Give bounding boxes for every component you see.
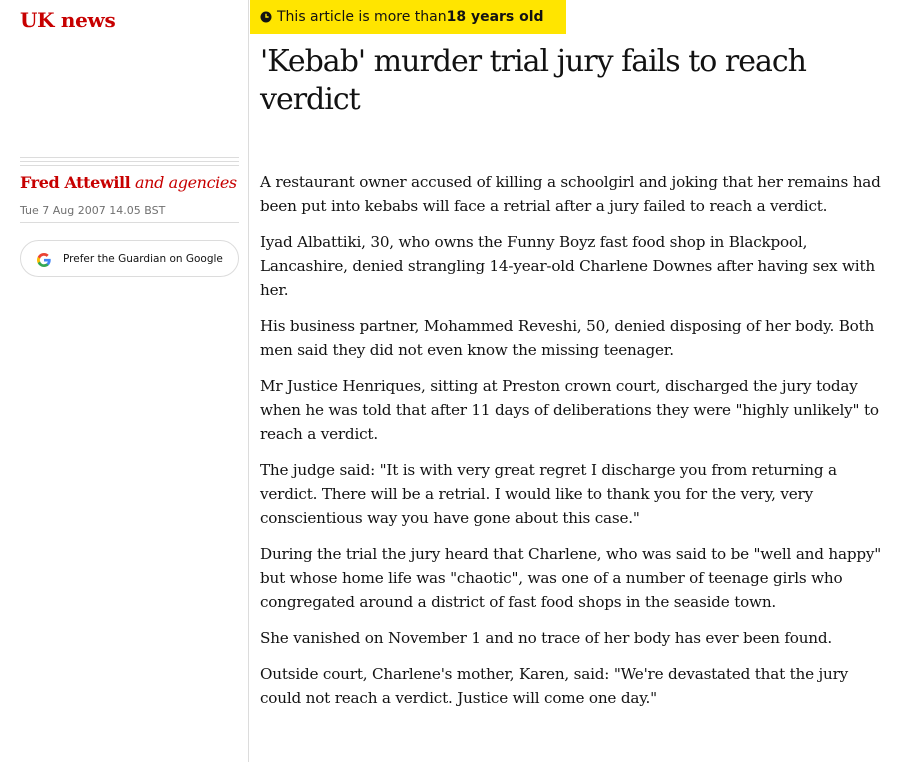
age-warning-prefix: This article is more than: [277, 9, 447, 25]
byline-agencies: and agencies: [135, 173, 237, 192]
body-paragraph: His business partner, Mohammed Reveshi, 50, denied disposing of her body. Both men said they did not even know the missing teenager.: [260, 317, 875, 359]
section-link-uk-news[interactable]: UK news: [20, 8, 116, 32]
byline: [20, 173, 237, 192]
body-paragraph: Outside court, Charlene's mother, Karen, said: "We're devastated that the jury could not reach a verdict. Justice will come one day.": [260, 665, 849, 707]
article-body: [260, 170, 890, 722]
body-paragraph: Mr Justice Henriques, sitting at Preston crown court, discharged the jury today when he was told that after 11 days of deliberations they were "highly unlikely" to reach a verdict.: [260, 377, 879, 443]
body-paragraph: During the trial the jury heard that Charlene, who was said to be "well and happy" but whose home life was "chaotic", was one of a number of teenage girls who congregated around a district of fast food shops in the seaside town.: [260, 545, 882, 611]
column-divider: [248, 0, 249, 762]
body-paragraph: She vanished on November 1 and no trace of her body has ever been found.: [260, 629, 833, 647]
prefer-guardian-on-google-button[interactable]: [20, 240, 239, 277]
sidebar-rules: [20, 157, 239, 169]
publish-date: Tue 7 Aug 2007 14.05 BST: [20, 204, 166, 217]
body-paragraph: Iyad Albattiki, 30, who owns the Funny Boyz fast food shop in Blackpool, Lancashire, denied strangling 14-year-old Charlene Downes after having sex with her.: [260, 233, 875, 299]
sidebar-divider: [20, 222, 239, 223]
body-paragraph: The judge said: "It is with very great regret I discharge you from returning a verdict. There will be a retrial. I would like to thank you for the very, very conscientious way you have gone about this case.": [260, 461, 837, 527]
age-warning-emphasis: 18 years old: [446, 9, 544, 25]
article-age-warning: [250, 0, 566, 34]
author-link[interactable]: Fred Attewill: [20, 173, 131, 192]
google-g-icon: [37, 252, 51, 266]
google-button-label: Prefer the Guardian on Google: [63, 252, 223, 265]
body-paragraph: A restaurant owner accused of killing a schoolgirl and joking that her remains had been put into kebabs will face a retrial after a jury failed to reach a verdict.: [260, 173, 881, 215]
clock-icon: [260, 11, 272, 23]
article-sidebar: [20, 0, 239, 762]
article-headline: 'Kebab' murder trial jury fails to reach verdict: [260, 44, 806, 117]
